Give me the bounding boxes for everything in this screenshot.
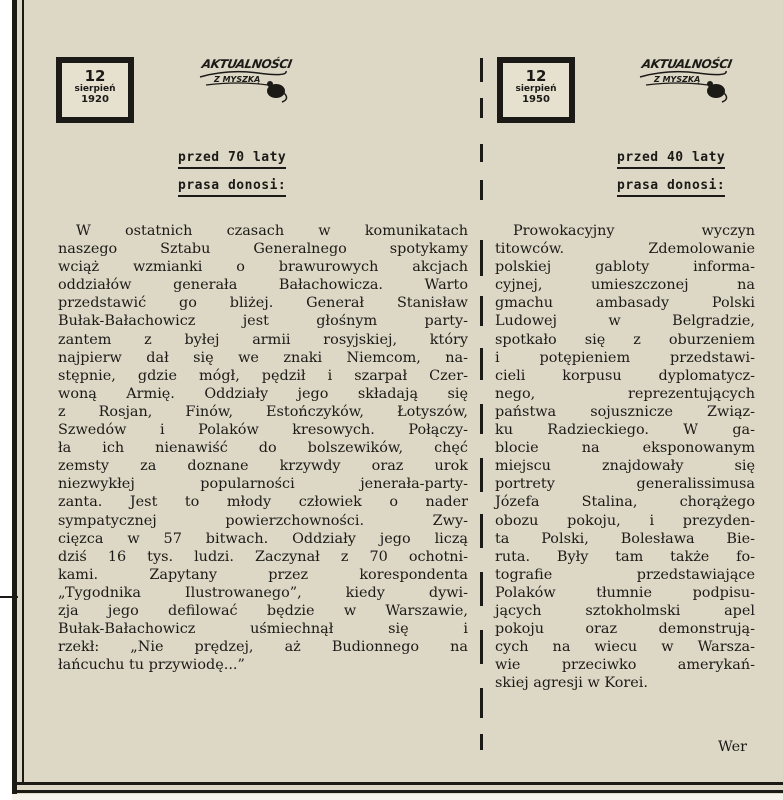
text-line: ła ich nienawiść do bolszewików, chęć bbox=[58, 440, 468, 457]
text-line: z Rosjan, Finów, Estończyków, Łotyszów, bbox=[58, 403, 468, 420]
column-divider bbox=[480, 688, 483, 718]
text-line: cyjnej, umieszczonej na bbox=[495, 277, 755, 294]
text-line: przedstawić go bliżej. Generał Stanisław bbox=[58, 295, 468, 312]
frame-line-bottom bbox=[12, 782, 783, 785]
article-body-right bbox=[495, 222, 755, 692]
text-line: gmachu ambasady Polski bbox=[495, 295, 755, 312]
text-line: cięzca w 57 bitwach. Oddziały jego liczą bbox=[58, 530, 468, 547]
text-line: blocie na eksponowanym bbox=[495, 440, 755, 457]
text-line: ta Polski, Bolesława Bie- bbox=[495, 530, 755, 547]
text-line: wciąż wzmianki o brawurowych akcjach bbox=[58, 259, 468, 276]
text-line: pokoju oraz demonstrują- bbox=[495, 621, 755, 638]
text-line: woną Armię. Oddziały jego składają się bbox=[58, 385, 468, 402]
text-line: dziś 16 tys. ludzi. Zaczynał z 70 ochotni- bbox=[58, 548, 468, 565]
column-divider bbox=[480, 348, 483, 380]
text-line: Józefa Stalina, chorążego bbox=[495, 494, 755, 511]
frame-line-left-thick bbox=[12, 0, 17, 800]
logo-title: AKTUALNOŚCI bbox=[200, 57, 293, 71]
text-line: obozu pokoju, i prezyden- bbox=[495, 512, 755, 529]
text-line: cych na wiecu w Warsza- bbox=[495, 639, 755, 656]
text-line: spotkało się z oburzeniem bbox=[495, 331, 755, 348]
logo-subtitle: Z MYSZKĄ bbox=[214, 75, 261, 84]
text-line: i potępieniem przedstawi- bbox=[495, 349, 755, 366]
date-box-right bbox=[497, 57, 575, 123]
mouse-icon bbox=[638, 57, 730, 103]
column-divider bbox=[480, 572, 483, 606]
date-month: sierpień bbox=[74, 84, 116, 94]
text-line: polskiej gabloty informa- bbox=[495, 259, 755, 276]
text-line: cieli korpusu dyplomatycz- bbox=[495, 367, 755, 384]
mouse-icon bbox=[198, 57, 290, 103]
date-box-left bbox=[56, 57, 134, 123]
text-line: rzekł: „Nie prędzej, aż Budionnego na bbox=[58, 639, 468, 656]
text-line: portrety generalissimusa bbox=[495, 476, 755, 493]
date-month: sierpień bbox=[515, 84, 557, 94]
page-edge bbox=[0, 0, 12, 800]
text-line: Prowokacyjny wyczyn bbox=[513, 223, 755, 239]
author-signature: Wer bbox=[718, 739, 748, 755]
column-divider bbox=[480, 630, 483, 664]
frame-line-bottom-outer bbox=[12, 790, 783, 793]
text-line: stępnie, gdzie mógł, pędził i szarpał Czer- bbox=[58, 367, 468, 384]
kicker-years-ago-right: przed 40 laty bbox=[617, 150, 725, 169]
text-line: Polaków tłumnie podpisu- bbox=[495, 584, 755, 601]
text-line: oddziałów generała Bałachowicza. Warto bbox=[58, 277, 468, 294]
text-line: łańcuchu tu przywiodę...” bbox=[58, 657, 245, 674]
text-line: nego, reprezentujących bbox=[495, 385, 755, 402]
column-divider bbox=[480, 514, 483, 548]
frame-tick bbox=[0, 596, 18, 598]
column-divider bbox=[480, 458, 483, 492]
logo-title: AKTUALNOŚCI bbox=[640, 57, 733, 71]
column-divider bbox=[480, 98, 483, 118]
text-line: naszego Sztabu Generalnego spotykamy bbox=[58, 241, 468, 258]
text-line: Bułak-Bałachowicz jest głośnym party- bbox=[58, 313, 468, 330]
kicker-press-reports-left: prasa donosi: bbox=[178, 178, 286, 197]
text-line: niezwykłej popularności jenerała-party- bbox=[58, 476, 468, 493]
text-line: Bułak-Bałachowicz uśmiechnął się i bbox=[58, 621, 468, 638]
text-line: najpierw dał się we znaki Niemcom, na- bbox=[58, 349, 468, 366]
text-line: kami. Zapytany przez korespondenta bbox=[58, 566, 468, 583]
text-line: państwa sojusznicze Związ- bbox=[495, 403, 755, 420]
text-line: skiej agresji w Korei. bbox=[495, 675, 648, 692]
text-line: sympatycznej powierzchowności. Zwy- bbox=[58, 512, 468, 529]
mouse-logo-right bbox=[638, 57, 733, 103]
text-line: wie przeciwko amerykań- bbox=[495, 657, 755, 674]
text-line: W ostatnich czasach w komunikatach bbox=[76, 223, 468, 239]
column-divider bbox=[480, 296, 483, 326]
column-divider bbox=[480, 180, 483, 200]
text-line: ruta. Były tam także fo- bbox=[495, 548, 755, 565]
text-line: tografie przedstawiające bbox=[495, 566, 755, 583]
mouse-logo-left bbox=[198, 57, 293, 103]
column-divider bbox=[480, 144, 483, 162]
text-line: Ludowej w Belgradzie, bbox=[495, 313, 755, 330]
kicker-press-reports-right: prasa donosi: bbox=[617, 178, 725, 197]
column-divider-top bbox=[480, 58, 483, 82]
frame-line-left-thin bbox=[22, 0, 24, 784]
column-divider bbox=[480, 240, 483, 276]
date-day: 12 bbox=[84, 67, 106, 85]
page-edge-bottom bbox=[12, 794, 783, 800]
text-line: titowców. Zdemolowanie bbox=[495, 241, 755, 258]
logo-subtitle: Z MYSZKĄ bbox=[654, 75, 701, 84]
text-line: zemsty za doznane krzywdy oraz urok bbox=[58, 458, 468, 475]
text-line: Szwedów i Polaków kresowych. Połączy- bbox=[58, 422, 468, 439]
text-line: zja jego defilować będzie w Warszawie, bbox=[58, 602, 468, 619]
text-line: zanta. Jest to młody człowiek o nader bbox=[58, 494, 468, 511]
text-line: jących sztokholmski apel bbox=[495, 602, 755, 619]
column-divider bbox=[480, 404, 483, 434]
date-year: 1920 bbox=[81, 94, 109, 105]
text-line: ku Radzieckiego. W ga- bbox=[495, 422, 755, 439]
column-divider bbox=[480, 734, 483, 750]
kicker-years-ago-left: przed 70 laty bbox=[178, 150, 286, 169]
text-line: zantem z byłej armii rosyjskiej, który bbox=[58, 331, 468, 348]
date-year: 1950 bbox=[522, 94, 550, 105]
text-line: miejscu znajdowały się bbox=[495, 458, 755, 475]
text-line: „Tygodnika Ilustrowanego”, kiedy dywi- bbox=[58, 584, 468, 601]
date-day: 12 bbox=[525, 67, 547, 85]
article-body-left bbox=[58, 222, 468, 674]
